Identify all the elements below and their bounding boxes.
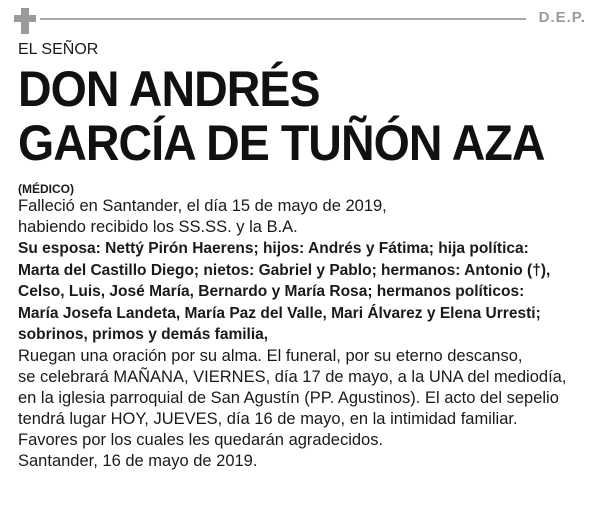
death-statement — [18, 196, 588, 238]
death-line: habiendo recibido los SS.SS. y la B.A. — [18, 218, 298, 236]
family-line: Celso, Luis, José María, Bernardo y María Rosa; hermanos políticos: — [18, 283, 525, 300]
closing-line: Santander, 16 de mayo de 2019. — [18, 451, 258, 470]
honorific: EL SEÑOR — [18, 41, 99, 58]
request-line: tendrá lugar HOY, JUEVES, día 16 de mayo, en la intimidad familiar. — [18, 409, 518, 428]
request-line: en la iglesia parroquial de San Agustín (PP. Agustinos). El acto del sepelio — [18, 388, 559, 407]
name-line-1: DON ANDRÉS — [18, 61, 320, 117]
family-line: sobrinos, primos y demás familia, — [18, 326, 269, 343]
request-line: Favores por los cuales les quedarán agradecidos. — [18, 430, 384, 449]
family-line: Marta del Castillo Diego; nietos: Gabriel y Pablo; hermanos: Antonio (†), — [18, 261, 551, 279]
name-line-2: GARCÍA DE TUÑÓN AZA — [18, 115, 545, 171]
profession: (MÉDICO) — [18, 182, 74, 196]
family-list — [18, 238, 571, 346]
family-line: Su esposa: Nettý Pirón Haerens; hijos: Andrés y Fátima; hija política: — [18, 240, 529, 257]
request-line: Ruegan una oración por su alma. El funeral, por su eterno descanso, — [18, 346, 523, 365]
family-line: María Josefa Landeta, María Paz del Valle, Mari Álvarez y Elena Urresti; — [18, 304, 541, 322]
obituary-body — [18, 38, 588, 472]
funeral-request — [18, 346, 588, 451]
header-bar — [0, 0, 600, 38]
cross-icon — [14, 8, 36, 34]
death-line: Falleció en Santander, el día 15 de mayo de 2019, — [18, 197, 387, 215]
closing-date — [18, 451, 588, 472]
deceased-name — [18, 62, 548, 170]
header-divider — [40, 18, 526, 20]
request-line: se celebrará MAÑANA, VIERNES, día 17 de mayo, a la UNA del mediodía, — [18, 367, 567, 386]
dep-label: D.E.P. — [538, 9, 586, 26]
